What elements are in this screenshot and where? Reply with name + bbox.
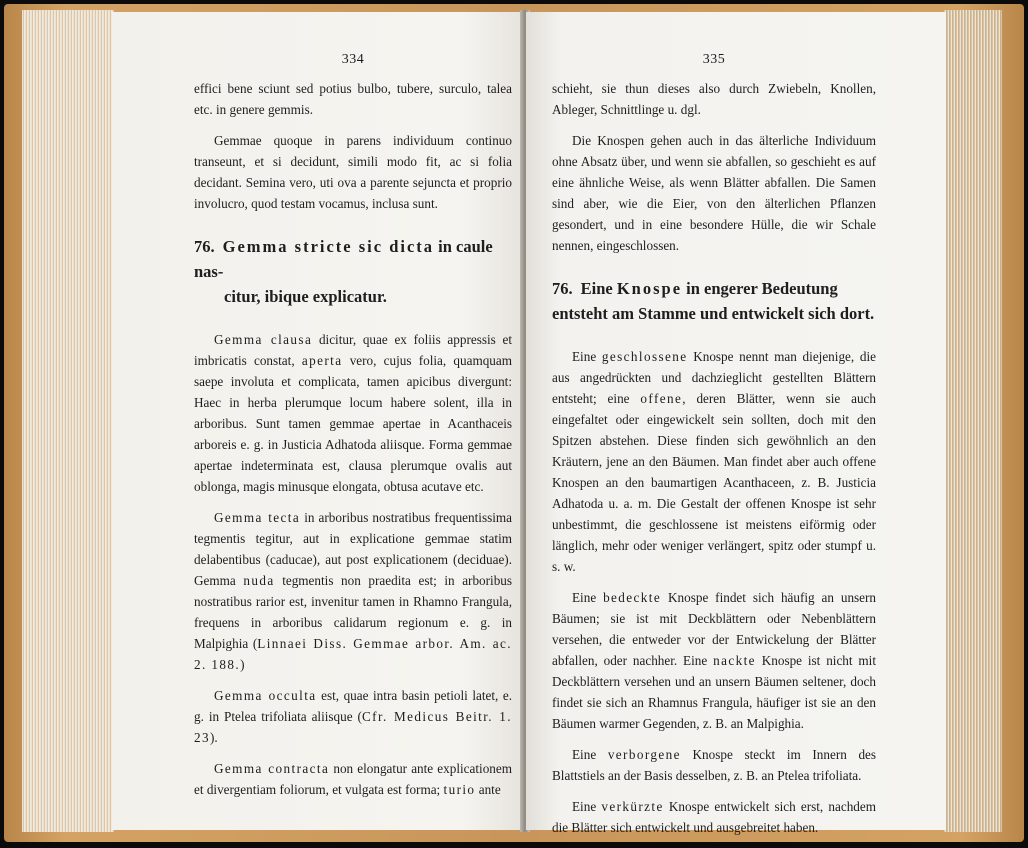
left-paragraph-3 (194, 329, 512, 497)
right-p5-text-b: Knospe steckt im Innern des Blattstiels an der Basis desselben, z. B. an Ptelea trifoliata. (552, 747, 877, 783)
left-heading-number: 76. (194, 237, 215, 256)
page-number-right: 335 (702, 52, 726, 67)
right-section-heading (552, 276, 876, 326)
left-p4-text-b: tegmentis non praedita est; in arboribus nostratibus rarior est, invenitur tamen in Rhamno Frangula, frequens in arboribus calidarum regionum e. g. in Malpighia ( (194, 573, 513, 651)
citation-linnaei: Linnaei Diss. Gemmae arbor. Am. ac. 2. 188. (194, 636, 512, 672)
term-gemma-contracta: Gemma contracta (214, 761, 330, 776)
left-heading-term: Gemma stricte sic dicta (222, 237, 435, 256)
left-page-content (194, 52, 512, 810)
right-heading-number: 76. (552, 279, 573, 298)
right-p4-text-a: Eine (572, 590, 597, 605)
term-gemma-tecta: Gemma tecta (214, 510, 301, 525)
right-paragraph-1: schieht, sie thun dieses also durch Zwiebeln, Knollen, Ableger, Schnittlinge u. dgl. (552, 81, 876, 117)
right-p4-text-c: Knospe ist nicht mit Deckblättern versehen und an unsern Bäumen seltener, doch findet sie sich an Rhamnus Frangula, häufiger ist sie an den Bäumen warmer Gegenden, z. B. an Malpighia. (552, 653, 877, 731)
right-p3-text-a: Eine (572, 349, 597, 364)
right-p6-text-a: Eine (572, 799, 597, 814)
right-p3-text-c: , deren Blätter, wenn sie auch eingefaltet oder eingewickelt sein sollten, doch mit den Spitzen abstehen. Diese finden sich gewöhnlich an den Kräutern, jene an den Bäumen. Man findet aber auch offene Knospen an den baumartigen Acanthaceen, z. B. Justicia Adhatoda u. a. m. Die Gestalt der offenen Knospe ist sehr unbestimmt, die geschlossene ist meistens eiförmig oder länglich, mehr oder weniger verlängert, spitz oder stumpf u. s. w. (552, 391, 876, 574)
right-paragraph-3 (552, 346, 876, 577)
left-paragraph-4 (194, 507, 512, 675)
left-section-heading (194, 234, 512, 309)
page-edges-right (944, 10, 1002, 832)
left-heading-line2: citur, ibique explicatur. (224, 287, 387, 306)
right-page-content (552, 52, 876, 848)
left-paragraph-2: Gemmae quoque in parens individuum continuo transeunt, et si decidunt, simili modo fit, ac si folia decidant. Semina vero, uti ova a parente sejuncta et proprio involucro, quod testam vocamus, inclusa sunt. (194, 133, 512, 211)
right-heading-text-b: in engerer Bedeutung entsteht am Stamme und entwickelt sich dort. (552, 279, 875, 323)
left-p6-text-b: ante (478, 782, 501, 797)
right-paragraph-4 (552, 587, 876, 734)
right-paragraph-2: Die Knospen gehen auch in das älterliche Individuum ohne Absatz über, und wenn sie abfallen, so geschieht es auf eine ähnliche Weise, als wenn Blätter abfallen. Die Samen sind aber, wie die Eier, von den älterlichen Pflanzen gesondert, und in eine besondere Hülle, die wir Schale nennen, eingeschlossen. (552, 133, 876, 253)
left-p6-text-a: non elongatur ante explicationem et divergentiam foliorum, et vulgata est forma; (194, 761, 512, 797)
left-paragraph-6 (194, 758, 512, 800)
term-nackte: nackte (713, 653, 756, 668)
term-aperta: aperta (301, 353, 343, 368)
right-p4-text-b: Knospe findet sich häufig an unsern Bäumen; sie ist mit Deckblättern oder Nebenblättern versehen, die entweder vor der Entwickelung der Blätter abfallen, oder nachher. Eine (552, 590, 877, 668)
right-heading-text-a: Eine (580, 279, 613, 298)
left-heading-rest: in caule nas- (194, 237, 493, 281)
term-geschlossene: geschlossene (601, 349, 688, 364)
left-page (112, 12, 524, 830)
term-gemma-occulta: Gemma occulta (214, 688, 317, 703)
left-p5-text-a: est, quae intra basin petioli latet, e. g. in Ptelea trifoliata aliisque ( (194, 688, 513, 724)
term-offene: offene (640, 391, 683, 406)
right-paragraph-6 (552, 796, 876, 838)
term-gemma-clausa: Gemma clausa (214, 332, 313, 347)
right-paragraph-5 (552, 744, 876, 786)
term-verkuerzte: verkürzte (601, 799, 664, 814)
term-verborgene: verborgene (607, 747, 681, 762)
left-p3-text-b: vero, cujus folia, quamquam saepe involuta et complicata, tamen apicibus divergunt: Haec in herba plerumque locum habere solent, illa in arboribus. Sunt tamen gemmae apertae in Acanthaceis arboreis e. g. in Justicia Adhatoda aliisque. Forma gemmae apertae indeterminata est, clausa plerumque ovalis aut oblonga, magis minusque elongata, obtusa acutave etc. (194, 353, 513, 494)
left-p5-text-b: ). (210, 730, 218, 745)
left-paragraph-1: effici bene sciunt sed potius bulbo, tubere, surculo, talea etc. in genere gemmis. (194, 81, 512, 117)
left-p4-text-c: ) (240, 657, 245, 672)
right-p3-text-b: Knospe nennt man diejenige, die aus angedrückten und dachzieglicht gestellten Blättern entsteht; eine (552, 349, 876, 406)
right-heading-term: Knospe (616, 279, 683, 298)
left-p3-text-a: dicitur, quae ex foliis appressis et imbricatis constat, (194, 332, 513, 368)
term-nuda: nuda (243, 573, 275, 588)
right-page (526, 12, 946, 835)
page-number-left: 334 (341, 52, 365, 67)
page-edges-left (22, 10, 114, 832)
term-turio: turio (443, 782, 476, 797)
right-p6-text-b: Knospe entwickelt sich erst, nachdem die Blätter sich entwickelt und ausgebreitet haben. (552, 799, 876, 835)
right-p5-text-a: Eine (572, 747, 597, 762)
left-p4-text-a: in arboribus nostratibus frequentissima tegmentis tegitur, aut in explicatione gemmae statim delabentibus (caducae), aut post explicationem (deciduae). Gemma (194, 510, 512, 588)
left-paragraph-5 (194, 685, 512, 748)
citation-medicus: Cfr. Medicus Beitr. 1. 23 (194, 709, 512, 745)
term-bedeckte: bedeckte (603, 590, 662, 605)
